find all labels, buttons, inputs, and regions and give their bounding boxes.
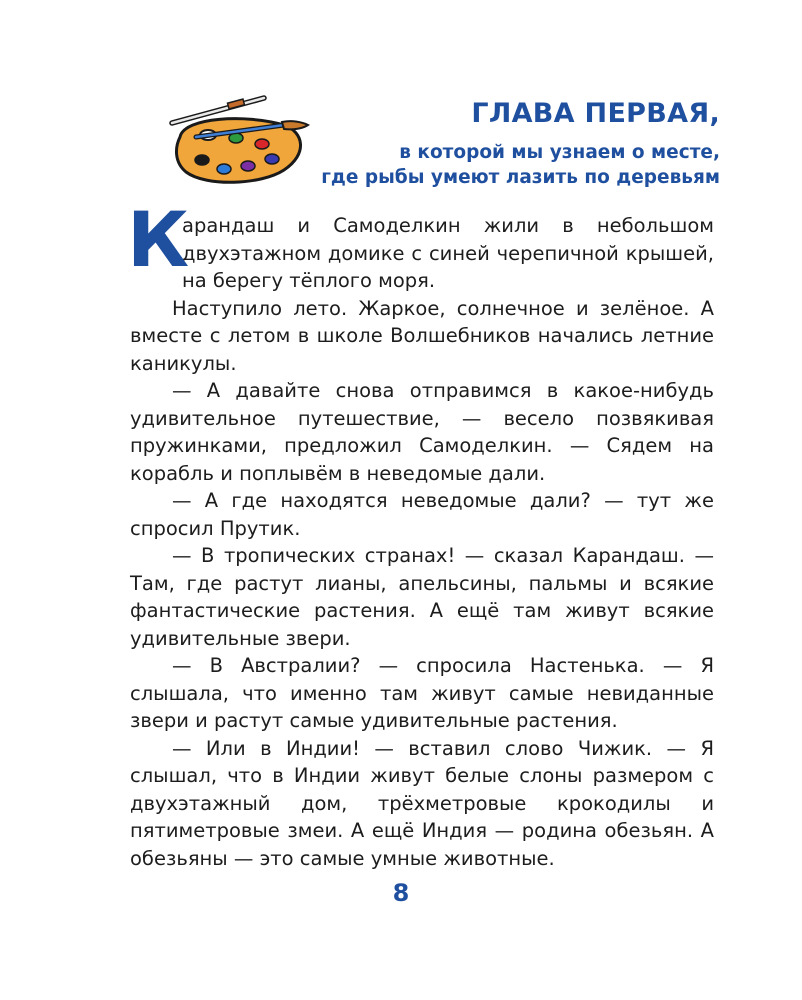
chapter-subtitle-line: в которой мы узнаем о месте, <box>399 142 720 163</box>
paragraph: — А давайте снова отправимся в какое-нибудь удивительное путешествие, — весело позвякивая пружинками, предложил Самоделкин. — Сядем на корабль и поплывём в неведомые дали. <box>130 379 714 485</box>
paragraph: Наступило лето. Жаркое, солнечное и зелёное. А вместе с летом в школе Волшебников начались летние каникулы. <box>130 296 714 375</box>
paragraph: — В Австралии? — спросила Настенька. — Я слышала, что именно там живут самые невиданные звери и растут самые удивительные растения. <box>130 654 714 732</box>
paragraph: — В тропических странах! — сказал Карандаш. — Там, где растут лианы, апельсины, пальмы и всякие фантастические растения. А ещё там живут всякие удивительные звери. <box>130 544 714 650</box>
drop-cap-letter: К <box>127 195 190 284</box>
chapter-title: ГЛАВА ПЕРВАЯ, <box>471 98 720 129</box>
paragraph: — А где находятся неведомые дали? — тут же спросил Прутик. <box>130 489 714 540</box>
page-number: 8 <box>392 879 410 907</box>
paragraph: — Или в Индии! — вставил слово Чижик. — Я слышал, что в Индии живут белые слоны размером с двухэтажный дом, трёхметровые крокодилы и пятиметровые змеи. А ещё Индия — родина обезьян. А обезьяны — это самые умные животные. <box>130 736 714 870</box>
drop-cap <box>127 195 190 284</box>
chapter-subtitle <box>321 140 720 190</box>
paragraph <box>127 195 714 295</box>
paragraph-text: арандаш и Самоделкин жили в небольшом двухэтажном домике с синей черепичной крышей, на берегу тёплого моря. <box>182 214 714 292</box>
chapter-body <box>127 195 714 872</box>
chapter-subtitle-line: где рыбы умеют лазить по деревьям <box>321 167 720 188</box>
paint-palette-with-brushes-icon <box>166 92 316 192</box>
